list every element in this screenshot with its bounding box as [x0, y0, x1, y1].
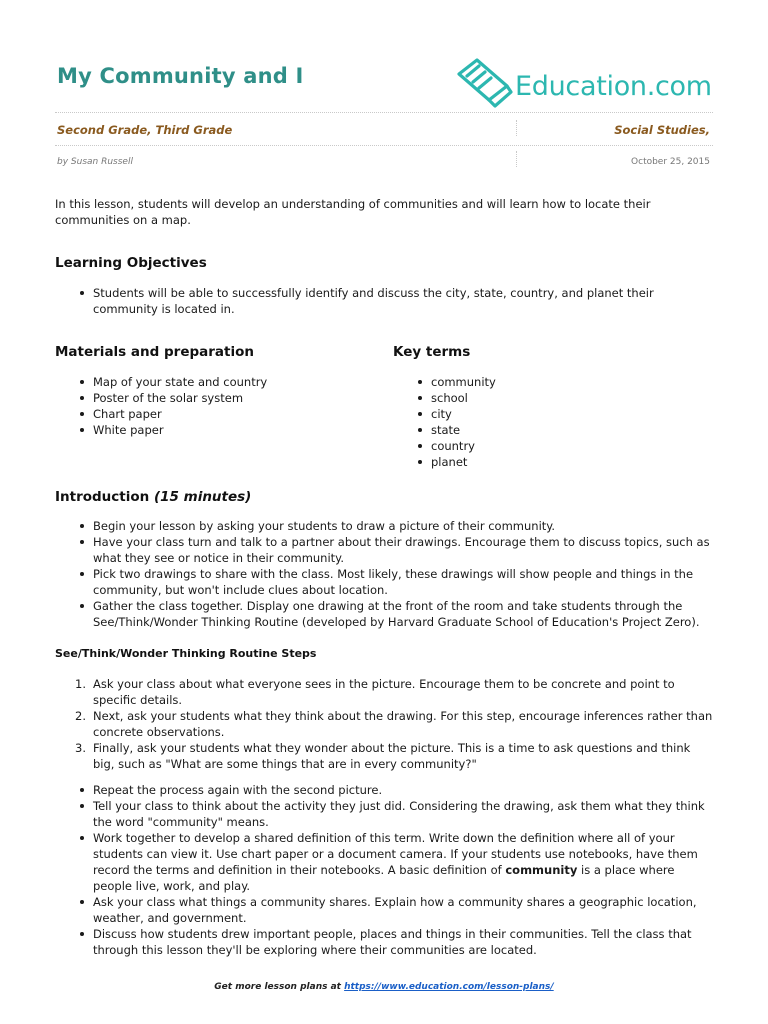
divider — [55, 145, 713, 146]
definition-text: Work together to develop a shared definition of this term. Write down the definition where all of your students can view it. Use chart paper or a document camera. If your students use notebooks, have them record the terms and definition in their notebooks. A basic definition of — [93, 831, 698, 877]
list-item: Begin your lesson by asking your students to draw a picture of their community. — [55, 518, 715, 534]
list-item: Map of your state and country — [55, 374, 375, 390]
footer — [0, 979, 768, 995]
list-item — [55, 830, 715, 894]
list-item: Ask your class about what everyone sees in the picture. Encourage them to be concrete and point to specific details. — [93, 677, 675, 707]
list-item: planet — [393, 454, 693, 470]
definition-term: community — [505, 863, 578, 877]
logo-wordmark: Education.com — [515, 71, 712, 102]
list-item: Students will be able to successfully identify and discuss the city, state, country, and planet their community is located in. — [55, 285, 705, 317]
list-item: Next, ask your students what they think about the drawing. For this step, encourage inferences rather than concrete observations. — [93, 709, 713, 739]
introduction-title: Introduction — [55, 489, 150, 505]
list-item: Ask your class what things a community shares. Explain how a community shares a geographic location, weather, and government. — [55, 894, 715, 926]
list-item: state — [393, 422, 693, 438]
list-item: Discuss how students drew important people, places and things in their communities. Tell the class that through this lesson they'll be exploring where their communities are located. — [55, 926, 715, 958]
introduction-heading — [55, 489, 251, 505]
key-terms-list — [393, 374, 693, 470]
routine-heading: See/Think/Wonder Thinking Routine Steps — [55, 647, 317, 660]
list-item: school — [393, 390, 693, 406]
divider — [516, 120, 517, 136]
grade-levels: Second Grade, Third Grade — [57, 123, 233, 137]
list-item: White paper — [55, 422, 375, 438]
list-item: Chart paper — [55, 406, 375, 422]
lesson-plans-link[interactable]: https://www.education.com/lesson-plans/ — [344, 982, 554, 992]
list-item: Finally, ask your students what they wonder about the picture. This is a time to ask questions and think big, such as "What are some things that are in every community?" — [93, 741, 691, 771]
lesson-summary: In this lesson, students will develop an understanding of communities and will learn how to locate their communities on a map. — [55, 197, 651, 227]
list-item: community — [393, 374, 693, 390]
divider — [55, 112, 713, 113]
footer-text: Get more lesson plans at — [214, 982, 345, 992]
objectives-list — [55, 285, 705, 317]
introduction-duration: (15 minutes) — [153, 489, 252, 505]
publish-date: October 25, 2015 — [631, 157, 710, 167]
list-item: Poster of the solar system — [55, 390, 375, 406]
divider — [516, 151, 517, 167]
list-item: city — [393, 406, 693, 422]
pencil-stack-logo-icon — [455, 56, 513, 108]
author: by Susan Russell — [57, 157, 133, 167]
list-item: country — [393, 438, 693, 454]
introduction-list — [55, 518, 715, 630]
list-item: Repeat the process again with the second picture. — [55, 782, 715, 798]
routine-steps-list — [55, 676, 715, 772]
after-routine-list — [55, 782, 715, 958]
definition-text: is a place where people live, work, and play. — [93, 863, 675, 893]
subject: Social Studies, — [614, 123, 710, 137]
materials-list — [55, 374, 375, 438]
list-item: Tell your class to think about the activity they just did. Considering the drawing, ask them what they think the word "community" means. — [55, 798, 715, 830]
education-logo[interactable] — [455, 56, 715, 112]
materials-heading: Materials and preparation — [55, 344, 254, 360]
list-item: Have your class turn and talk to a partner about their drawings. Encourage them to discuss topics, such as what they see or notice in their community. — [55, 534, 715, 566]
list-item: Pick two drawings to share with the class. Most likely, these drawings will show people and things in the community, but won't include clues about location. — [55, 566, 715, 598]
list-item: Gather the class together. Display one drawing at the front of the room and take students through the See/Think/Wonder Thinking Routine (developed by Harvard Graduate School of Education's Project Zero). — [55, 598, 715, 630]
objectives-heading: Learning Objectives — [55, 255, 207, 271]
page-title: My Community and I — [57, 64, 304, 88]
key-terms-heading: Key terms — [393, 344, 471, 360]
